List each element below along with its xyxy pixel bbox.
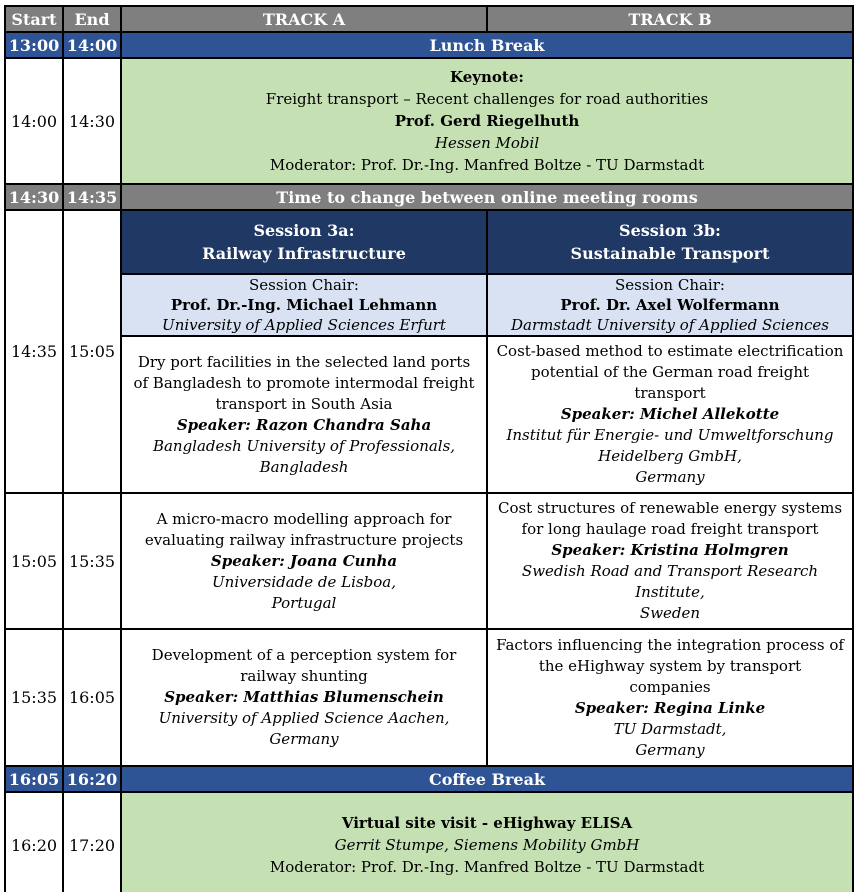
conference-schedule-table <box>4 5 854 892</box>
session-end-time: 15:05 <box>63 210 121 493</box>
keynote-heading: Keynote: <box>450 68 524 86</box>
talk-1b-affiliation: Institut für Energie- und Umweltforschung Heidelberg GmbH, Germany <box>506 426 834 486</box>
keynote-row <box>5 58 853 184</box>
talk-1a-title: Dry port facilities in the selected land ports of Bangladesh to promote intermodal freight transport in South Asia <box>133 352 475 413</box>
lunch-end-time: 14:00 <box>63 32 121 58</box>
talk-1b-title: Cost-based method to estimate electrification potential of the German road freight transport <box>496 342 844 402</box>
chair-b-affiliation: Darmstadt University of Applied Sciences <box>510 316 830 334</box>
talk-2b-affiliation: Swedish Road and Transport Research Institute, Sweden <box>521 562 819 622</box>
keynote-cell <box>121 58 853 184</box>
keynote-title: Freight transport – Recent challenges for road authorities <box>265 90 709 108</box>
session-start-time: 14:35 <box>5 210 63 493</box>
talk-3b-affiliation: TU Darmstadt, Germany <box>613 719 727 759</box>
site-visit-moderator: Moderator: Prof. Dr.-Ing. Manfred Boltze - TU Darmstadt <box>269 858 705 876</box>
site-visit-cell <box>121 792 853 892</box>
session-header-row <box>5 210 853 274</box>
header-track-a: TRACK A <box>121 6 487 32</box>
coffee-end-time: 16:20 <box>63 766 121 792</box>
talk-2b <box>487 493 853 629</box>
talk-1b <box>487 336 853 493</box>
lunch-start-time: 13:00 <box>5 32 63 58</box>
session-3b-line1: Session 3b: <box>619 221 721 240</box>
talk-3a-title: Development of a perception system for railway shunting <box>151 646 457 685</box>
talk-2b-title: Cost structures of renewable energy systems for long haulage road freight transport <box>497 499 843 538</box>
chair-track-a <box>121 274 487 336</box>
room-change-start-time: 14:30 <box>5 184 63 210</box>
session-3a-line1: Session 3a: <box>253 221 355 240</box>
slot3-end-time: 16:05 <box>63 629 121 766</box>
talk-3b <box>487 629 853 766</box>
talk-1a-speaker: Speaker: Razon Chandra Saha <box>176 415 432 434</box>
talk-1b-speaker: Speaker: Michel Allekotte <box>560 405 780 423</box>
session-chair-row <box>5 274 853 336</box>
room-change-row <box>5 184 853 210</box>
chair-b-name: Prof. Dr. Axel Wolfermann <box>560 296 780 314</box>
keynote-end-time: 14:30 <box>63 58 121 184</box>
keynote-start-time: 14:00 <box>5 58 63 184</box>
coffee-start-time: 16:05 <box>5 766 63 792</box>
lunch-break-label: Lunch Break <box>121 32 853 58</box>
slot3-start-time: 15:35 <box>5 629 63 766</box>
talk-3a-affiliation: University of Applied Science Aachen, Germany <box>158 709 450 748</box>
site-visit-presenter: Gerrit Stumpe, Siemens Mobility GmbH <box>334 836 640 854</box>
talk-3a-speaker: Speaker: Matthias Blumenschein <box>164 688 444 706</box>
chair-a-affiliation: University of Applied Sciences Erfurt <box>162 316 446 334</box>
session-3b-header <box>487 210 853 274</box>
visit-end-time: 17:20 <box>63 792 121 892</box>
talk-1a-affiliation: Bangladesh University of Professionals, Bangladesh <box>152 436 456 476</box>
site-visit-title: Virtual site visit - eHighway ELISA <box>341 814 633 832</box>
slot2-start-time: 15:05 <box>5 493 63 629</box>
slot2-end-time: 15:35 <box>63 493 121 629</box>
talk-row-1 <box>5 336 853 493</box>
talk-3a <box>121 629 487 766</box>
session-3a-header <box>121 210 487 274</box>
coffee-break-label: Coffee Break <box>121 766 853 792</box>
header-start: Start <box>5 6 63 32</box>
talk-2a-affiliation: Universidade de Lisboa, Portugal <box>212 572 396 612</box>
talk-2a <box>121 493 487 629</box>
session-3b-line2: Sustainable Transport <box>570 244 770 263</box>
chair-b-label: Session Chair: <box>615 276 725 294</box>
chair-a-label: Session Chair: <box>249 276 359 294</box>
keynote-affiliation: Hessen Mobil <box>434 134 540 152</box>
session-3a-line2: Railway Infrastructure <box>202 244 406 263</box>
talk-row-2 <box>5 493 853 629</box>
talk-row-3 <box>5 629 853 766</box>
site-visit-row <box>5 792 853 892</box>
coffee-break-row <box>5 766 853 792</box>
keynote-moderator: Moderator: Prof. Dr.-Ing. Manfred Boltze - TU Darmstadt <box>269 156 705 174</box>
visit-start-time: 16:20 <box>5 792 63 892</box>
talk-2a-title: A micro-macro modelling approach for evaluating railway infrastructure projects <box>144 509 464 549</box>
room-change-end-time: 14:35 <box>63 184 121 210</box>
header-end: End <box>63 6 121 32</box>
talk-3b-speaker: Speaker: Regina Linke <box>574 698 766 717</box>
header-row <box>5 6 853 32</box>
chair-a-name: Prof. Dr.-Ing. Michael Lehmann <box>170 296 438 314</box>
keynote-speaker: Prof. Gerd Riegelhuth <box>394 112 580 130</box>
talk-3b-title: Factors influencing the integration process of the eHighway system by transport companies <box>496 635 844 696</box>
lunch-break-row <box>5 32 853 58</box>
chair-track-b <box>487 274 853 336</box>
header-track-b: TRACK B <box>487 6 853 32</box>
room-change-label: Time to change between online meeting rooms <box>121 184 853 210</box>
talk-1a <box>121 336 487 493</box>
talk-2a-speaker: Speaker: Joana Cunha <box>210 551 398 570</box>
talk-2b-speaker: Speaker: Kristina Holmgren <box>551 541 789 559</box>
